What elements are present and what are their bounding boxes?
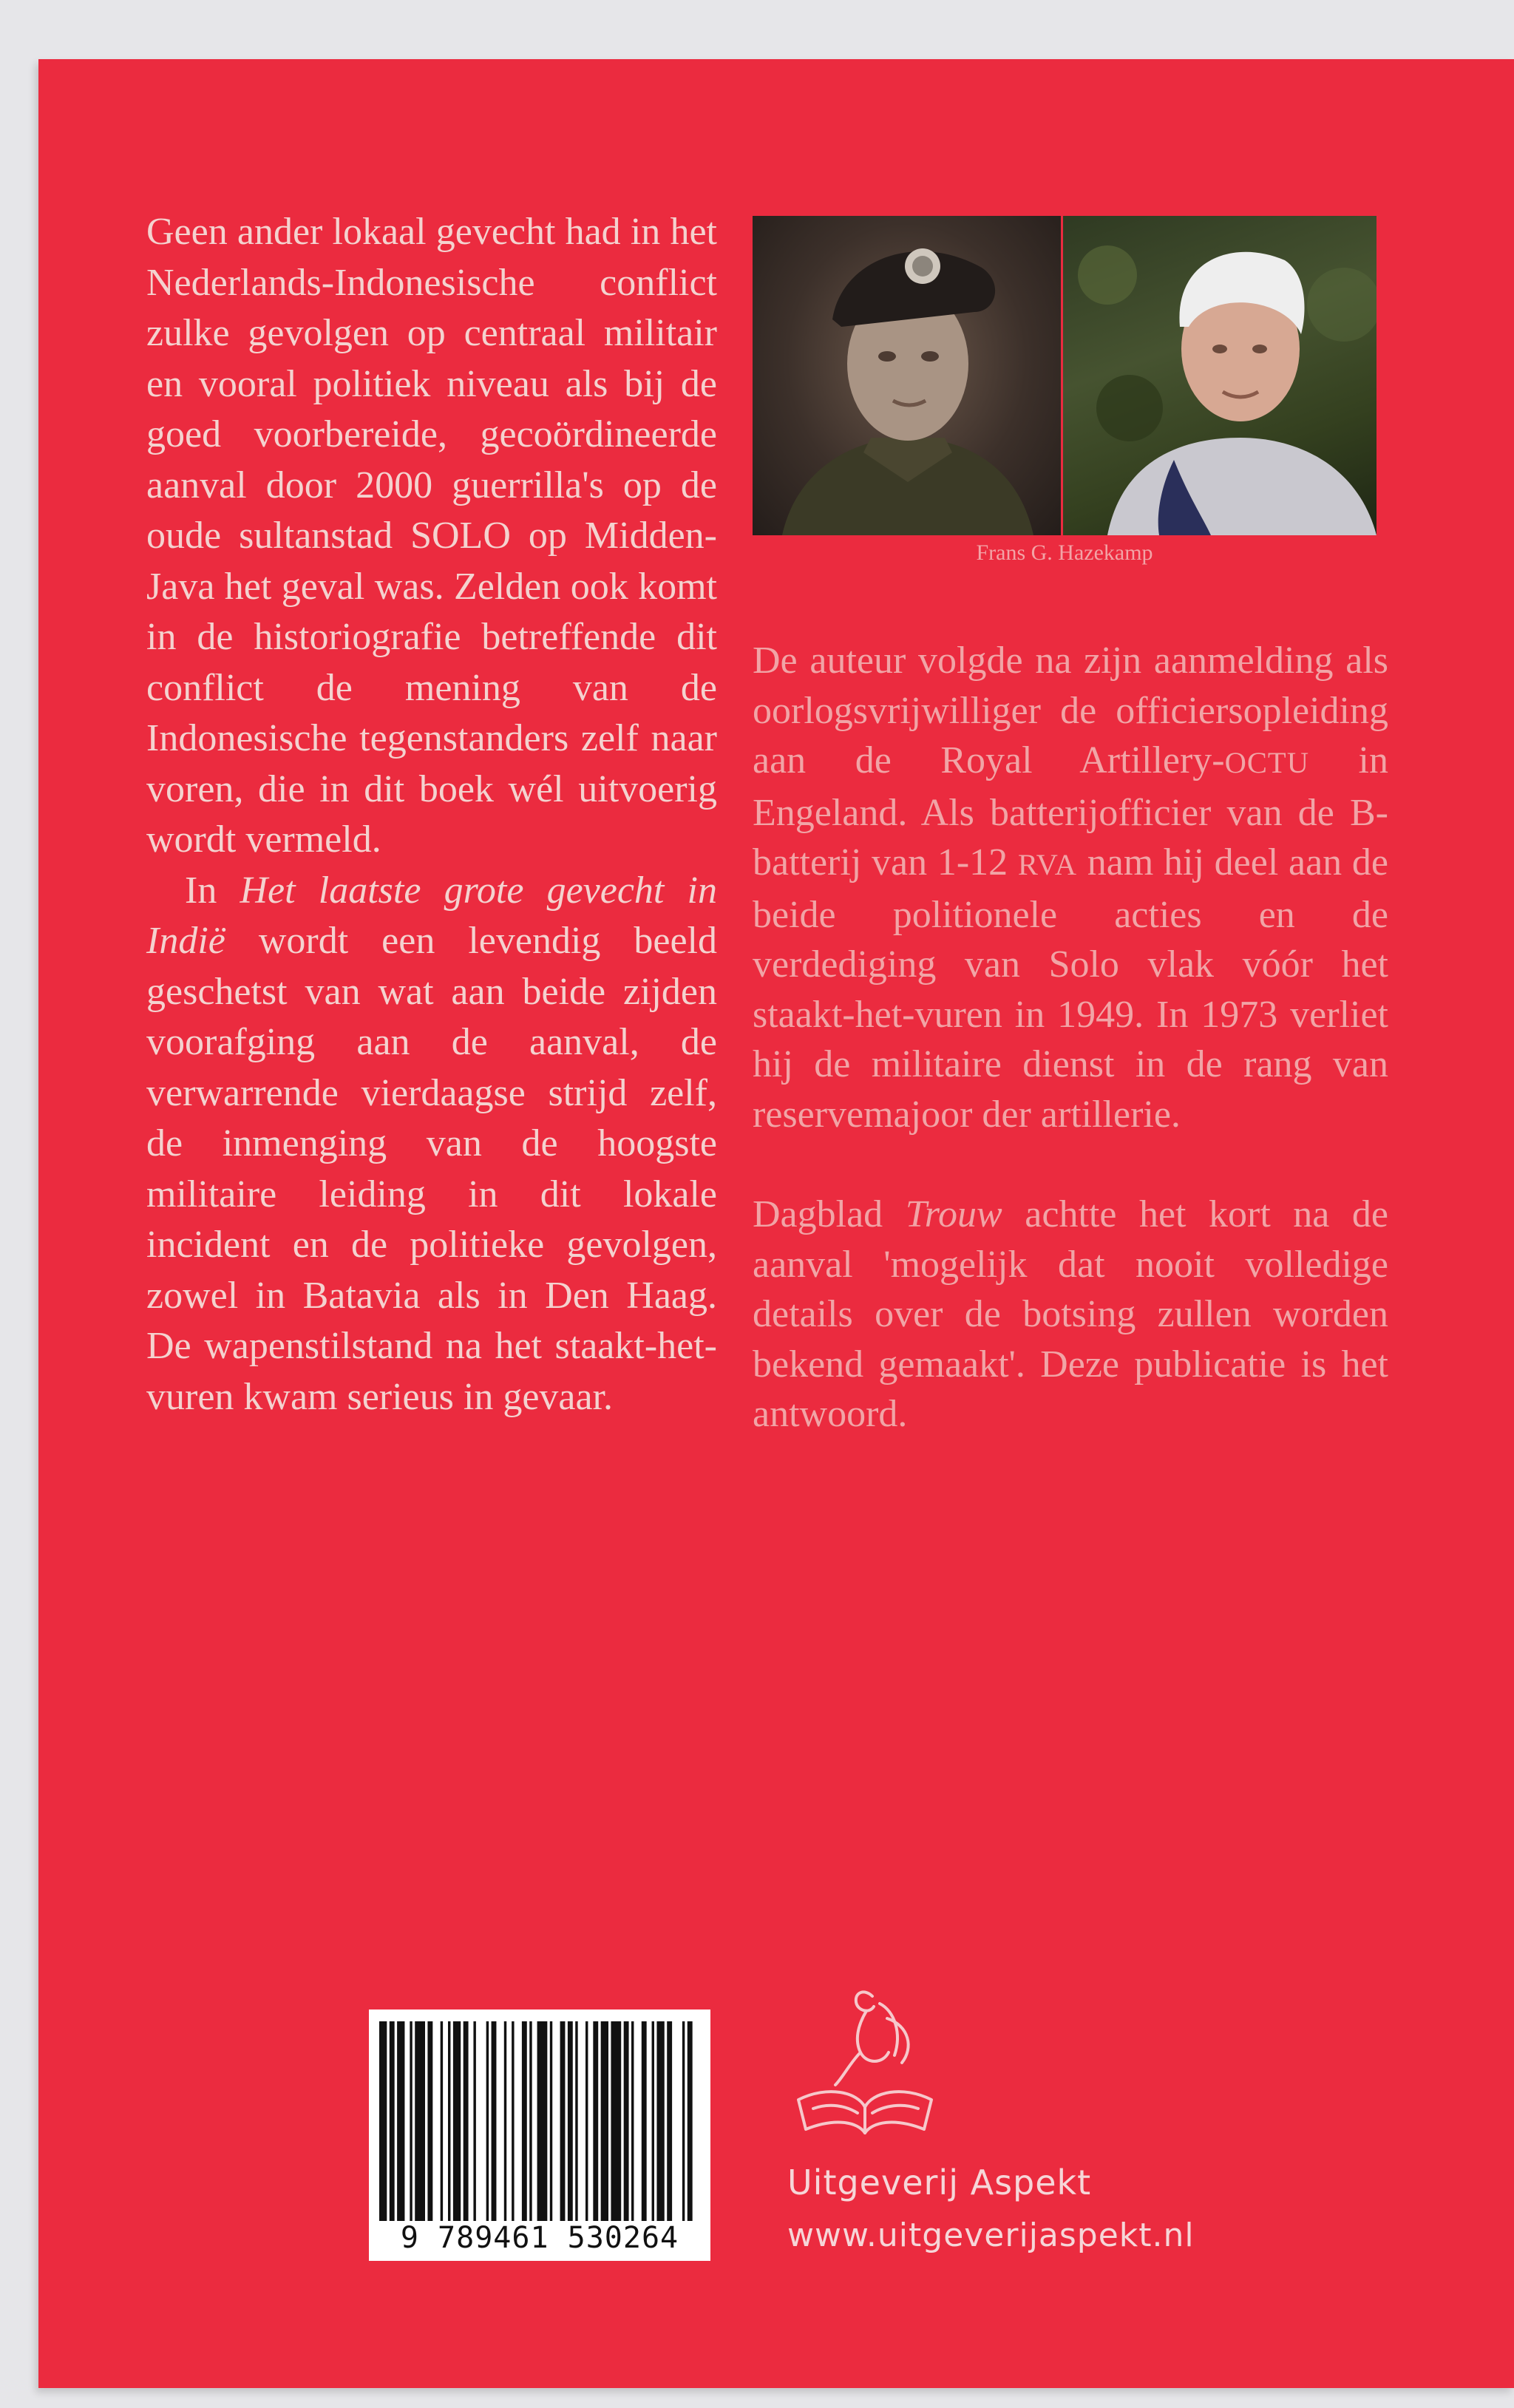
bio-text-3: nam hij deel aan de beide politionele acties en de verdediging van Solo vlak vóór het staakt-het-vuren in 1949. In 1973 verliet hij de militaire dienst in de rang van reservemajoor der artillerie.	[753, 841, 1388, 1136]
book-title: Het laatste grote gevecht in Indië	[146, 869, 717, 962]
barcode-bars-image	[379, 2021, 700, 2221]
soldier-portrait-image	[753, 216, 1061, 535]
blurb-paragraph-2	[146, 866, 717, 1423]
publisher-logo-icon	[784, 1981, 939, 2144]
blurb-paragraph-1: Geen ander lokaal gevecht had in het Nederlands-Indonesische conflict zulke gevolgen op centraal militair en vooral politiek niveau als bij de goed voorbereide, gecoördineerde aanval door 2000 guerrilla's op de oude sultanstad SOLO op Midden-Java het geval was. Zelden ook komt in de historiografie betreffende dit conflict de mening van de Indonesische tegenstanders zelf naar voren, die in dit boek wél uitvoerig wordt vermeld.	[146, 211, 717, 861]
photo-caption: Frans G. Hazekamp	[976, 540, 1153, 565]
bio-rva: RVA	[1017, 848, 1078, 881]
quote-text-2: achtte het kort na de aanval 'mogelijk dat nooit volledige details over de botsing zullen worden bekend gemaakt'. Deze publicatie is het antwoord.	[753, 1193, 1388, 1435]
bio-text-2: in Engeland. Als batterijofficier van de B-batterij van 1-12	[753, 739, 1388, 884]
author-photo-recent	[1063, 216, 1376, 535]
publisher-url: www.uitgeverijaspekt.nl	[787, 2217, 1195, 2254]
blurb-column	[146, 207, 717, 1422]
author-photo-young	[753, 216, 1061, 535]
author-photos	[753, 216, 1376, 535]
publisher-name: Uitgeverij Aspekt	[787, 2163, 1092, 2202]
blurb-paragraph-2-start: In	[185, 869, 240, 912]
isbn-number: 9 789461 530264	[400, 2221, 679, 2255]
isbn-barcode	[369, 2010, 710, 2261]
bio-octu: OCTU	[1224, 746, 1309, 779]
newspaper-quote-paragraph	[753, 1190, 1388, 1439]
author-bio-column	[753, 636, 1388, 1490]
quote-text-1: Dagblad	[753, 1193, 906, 1235]
author-bio-paragraph	[753, 636, 1388, 1139]
elderly-man-portrait-image	[1063, 216, 1376, 535]
bio-text-1: De auteur volgde na zijn aanmelding als oorlogsvrijwilliger de officiersopleiding aan de Royal Artillery-	[753, 640, 1388, 781]
blurb-paragraph-2-rest: wordt een levendig beeld geschetst van wat aan beide zijden voorafging aan de aanval, de verwarrende vierdaagse strijd zelf, de inmenging van de hoogste militaire leiding in dit lokale incident en de politieke gevolgen, zowel in Batavia als in Den Haag. De wapenstilstand na het staakt-het-vuren kwam serieus in gevaar.	[146, 920, 717, 1418]
newspaper-name: Trouw	[905, 1193, 1002, 1235]
